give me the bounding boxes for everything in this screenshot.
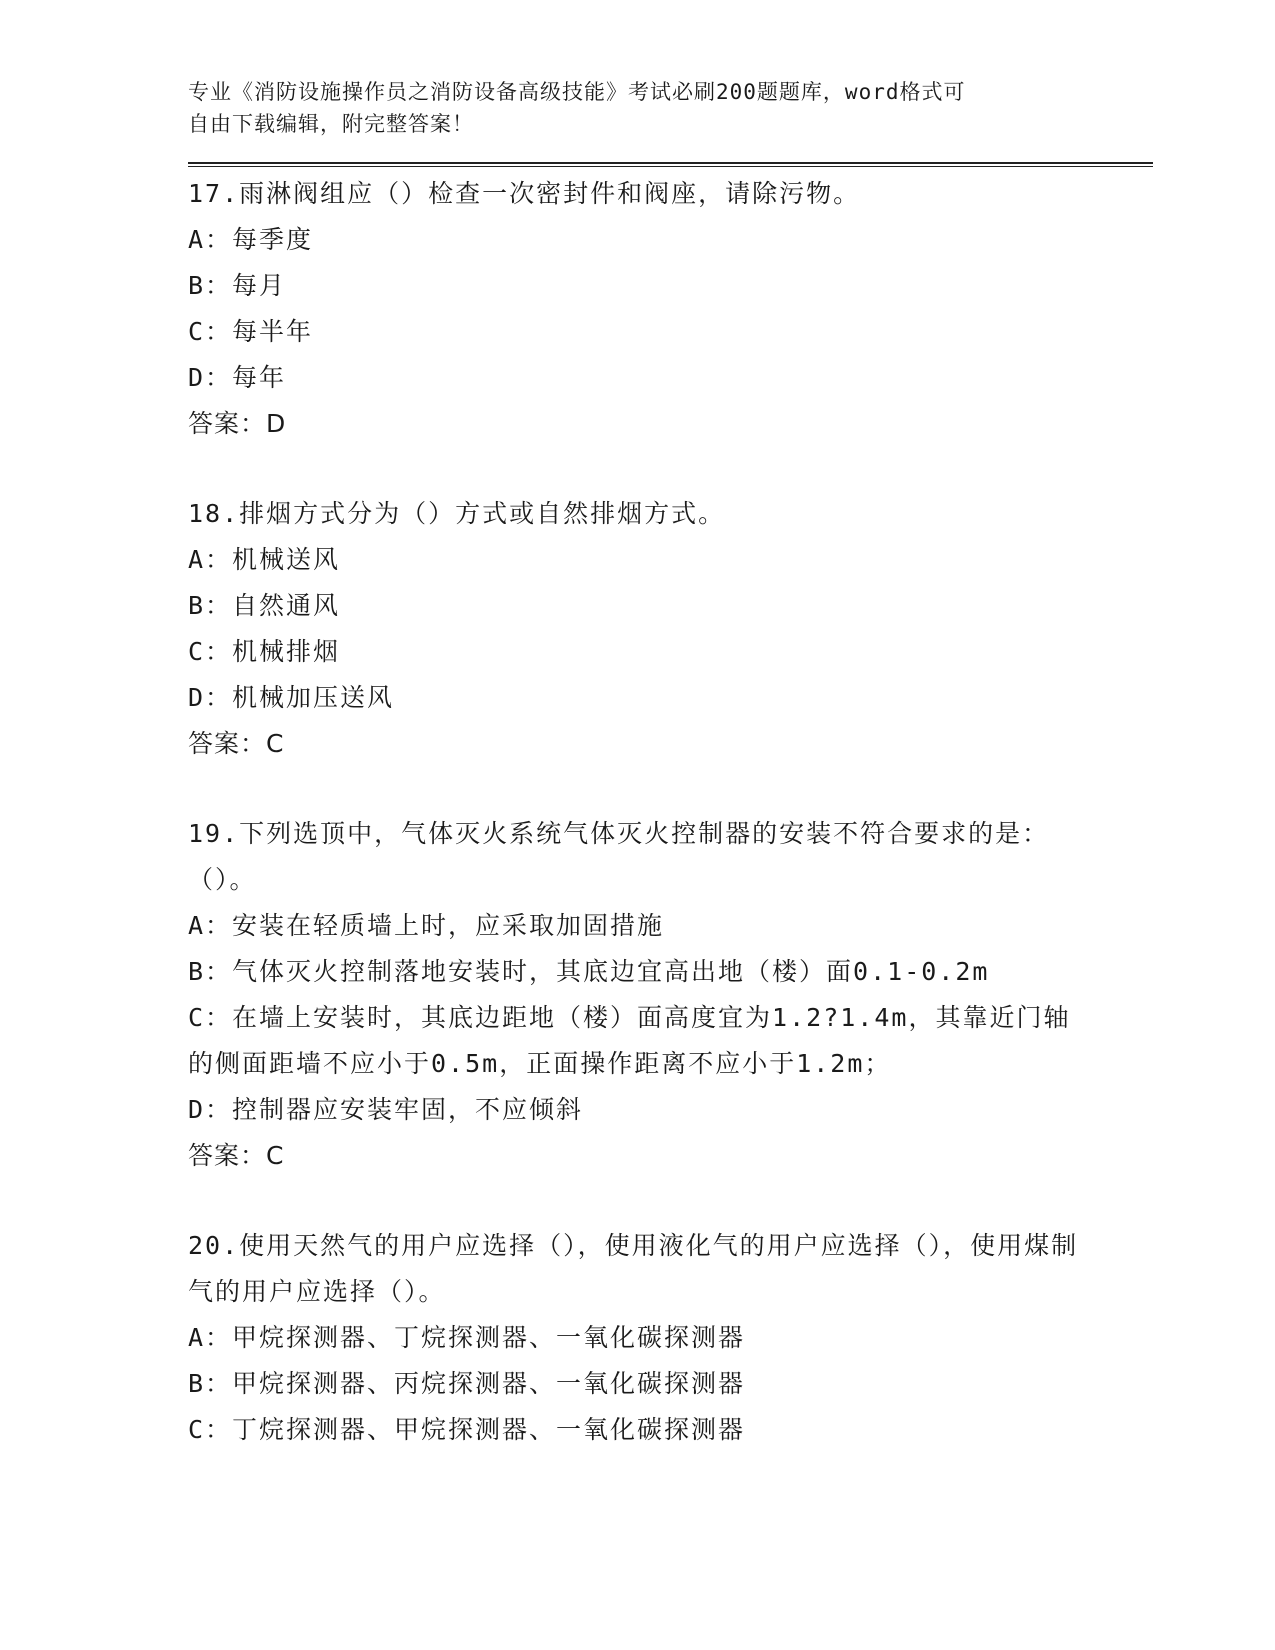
option-c: C：每半年 bbox=[188, 317, 314, 346]
option-b: B：每月 bbox=[188, 271, 287, 300]
header-divider bbox=[188, 162, 1153, 167]
option-d: D：机械加压送风 bbox=[188, 683, 395, 712]
answer-line: 答案：D bbox=[188, 409, 287, 438]
question-18 bbox=[188, 491, 1153, 767]
question-19 bbox=[188, 811, 1153, 1179]
option-a: A：甲烷探测器、丁烷探测器、一氧化碳探测器 bbox=[188, 1323, 746, 1352]
question-17 bbox=[188, 171, 1153, 447]
option-b: B：气体灭火控制落地安装时，其底边宜高出地（楼）面0.1-0.2m bbox=[188, 957, 990, 986]
option-c: C：在墙上安装时，其底边距地（楼）面高度宜为1.2?1.4m，其靠近门轴的侧面距墙不应小于0.5m，正面操作距离不应小于1.2m； bbox=[188, 1003, 1071, 1078]
document-header bbox=[188, 76, 1068, 140]
option-a: A：每季度 bbox=[188, 225, 314, 254]
header-line-1: 专业《消防设施操作员之消防设备高级技能》考试必刷200题题库，word格式可 bbox=[188, 80, 966, 104]
option-d: D：控制器应安装牢固，不应倾斜 bbox=[188, 1095, 584, 1124]
option-c: C：丁烷探测器、甲烷探测器、一氧化碳探测器 bbox=[188, 1415, 746, 1444]
question-stem: 18.排烟方式分为（）方式或自然排烟方式。 bbox=[188, 499, 726, 528]
option-b: B：甲烷探测器、丙烷探测器、一氧化碳探测器 bbox=[188, 1369, 746, 1398]
question-stem: 20.使用天然气的用户应选择（），使用液化气的用户应选择（），使用煤制气的用户应选择（）。 bbox=[188, 1231, 1079, 1306]
option-b: B：自然通风 bbox=[188, 591, 341, 620]
option-d: D：每年 bbox=[188, 363, 287, 392]
question-stem: 17.雨淋阀组应（）检查一次密封件和阀座，请除污物。 bbox=[188, 179, 861, 208]
option-a: A：安装在轻质墙上时，应采取加固措施 bbox=[188, 911, 665, 940]
option-c: C：机械排烟 bbox=[188, 637, 341, 666]
question-20 bbox=[188, 1223, 1153, 1453]
answer-line: 答案：C bbox=[188, 729, 285, 758]
answer-line: 答案：C bbox=[188, 1141, 285, 1170]
header-line-2: 自由下载编辑，附完整答案！ bbox=[188, 112, 474, 136]
option-a: A：机械送风 bbox=[188, 545, 341, 574]
question-stem: 19.下列选顶中，气体灭火系统气体灭火控制器的安装不符合要求的是：（）。 bbox=[188, 819, 1050, 894]
document-page bbox=[188, 76, 1153, 1453]
